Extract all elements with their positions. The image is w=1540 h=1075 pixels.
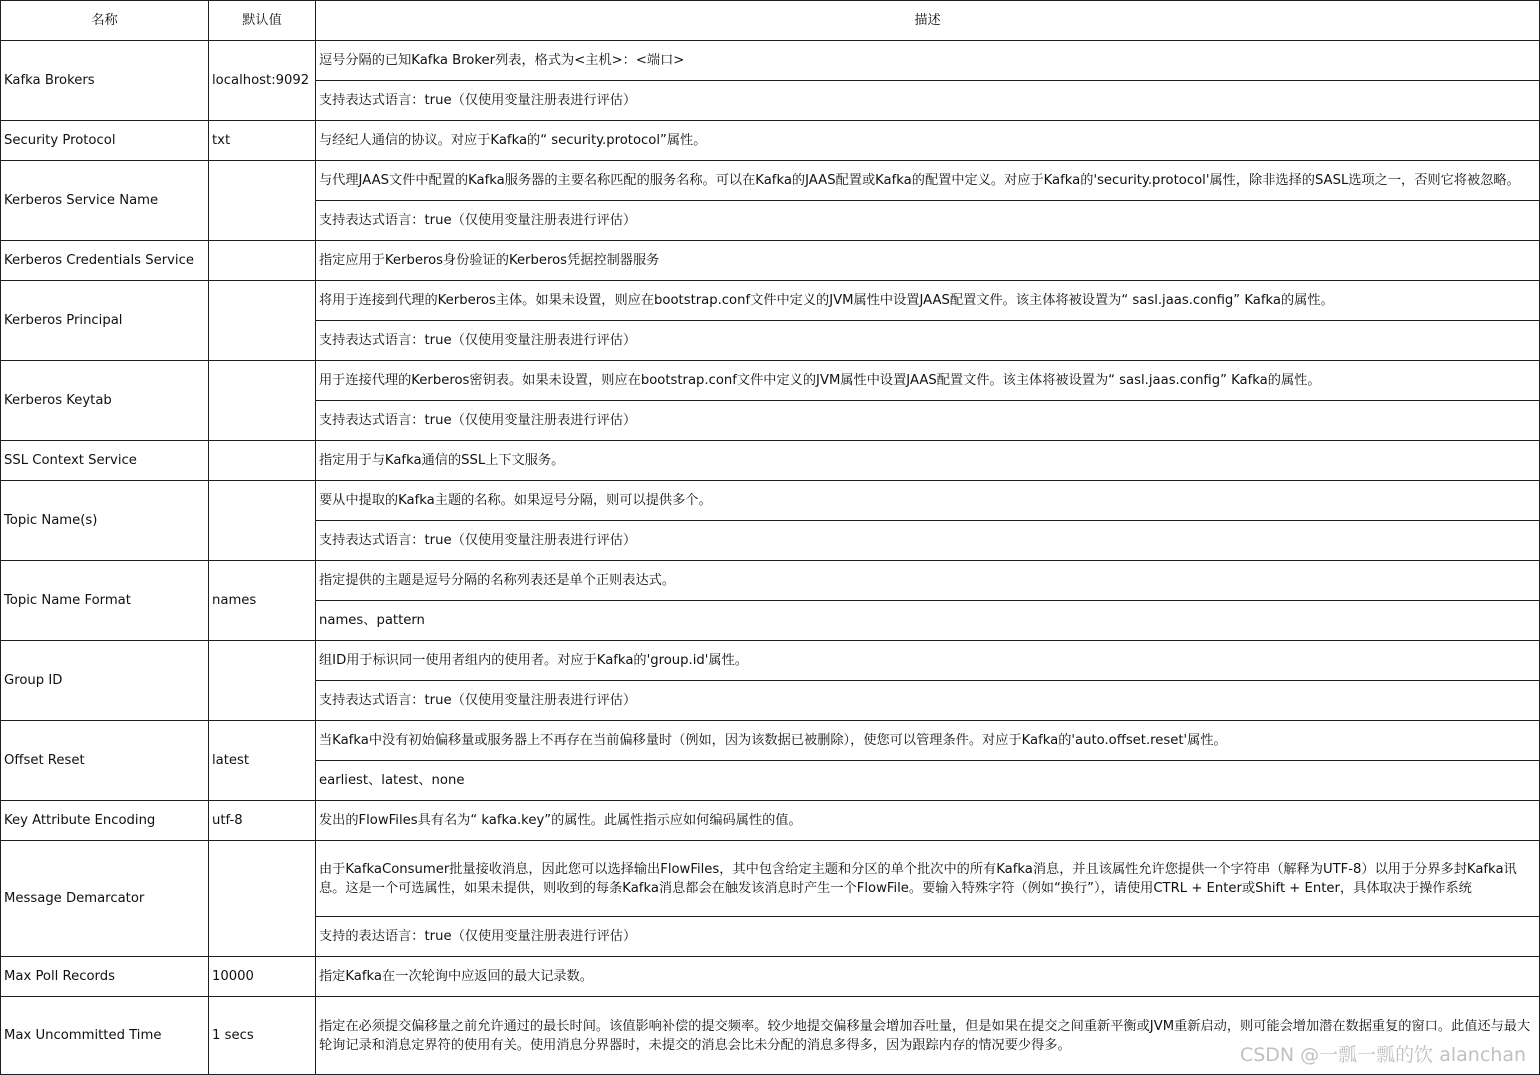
table-row — [1, 841, 1540, 917]
property-default — [209, 161, 316, 241]
table-row — [1, 441, 1540, 481]
property-description: 组ID用于标识同一使用者组内的使用者。对应于Kafka的'group.id'属性。 — [316, 641, 1540, 681]
property-default — [209, 441, 316, 481]
header-name: 名称 — [1, 1, 209, 41]
table-row — [1, 721, 1540, 761]
property-description: 发出的FlowFiles具有名为“ kafka.key”的属性。此属性指示应如何编码属性的值。 — [316, 801, 1540, 841]
property-name: Kerberos Service Name — [1, 161, 209, 241]
property-description: 与代理JAAS文件中配置的Kafka服务器的主要名称匹配的服务名称。可以在Kafka的JAAS配置或Kafka的配置中定义。对应于Kafka的'security.protocol'属性，除非选择的SASL选项之一，否则它将被忽略。 — [316, 161, 1540, 201]
property-default: localhost:9092 — [209, 41, 316, 121]
property-name: Key Attribute Encoding — [1, 801, 209, 841]
watermark: CSDN @一瓢一瓢的饮 alanchan — [1239, 1044, 1526, 1066]
property-default: utf-8 — [209, 801, 316, 841]
property-name: Kafka Brokers — [1, 41, 209, 121]
property-default: latest — [209, 721, 316, 801]
property-description: 支持的表达语言：true（仅使用变量注册表进行评估） — [316, 917, 1540, 957]
property-default: txt — [209, 121, 316, 161]
property-description: 指定应用于Kerberos身份验证的Kerberos凭据控制器服务 — [316, 241, 1540, 281]
property-default: names — [209, 561, 316, 641]
property-description: 将用于连接到代理的Kerberos主体。如果未设置，则应在bootstrap.conf文件中定义的JVM属性中设置JAAS配置文件。该主体将被设置为“ sasl.jaas.config” Kafka的属性。 — [316, 281, 1540, 321]
header-row — [1, 1, 1540, 41]
property-description: 支持表达式语言：true（仅使用变量注册表进行评估） — [316, 681, 1540, 721]
property-description: 支持表达式语言：true（仅使用变量注册表进行评估） — [316, 521, 1540, 561]
table-body — [1, 41, 1540, 1075]
property-description: 要从中提取的Kafka主题的名称。如果逗号分隔，则可以提供多个。 — [316, 481, 1540, 521]
table-row — [1, 281, 1540, 321]
property-name: Kerberos Principal — [1, 281, 209, 361]
property-description: 当Kafka中没有初始偏移量或服务器上不再存在当前偏移量时（例如，因为该数据已被删除），使您可以管理条件。对应于Kafka的'auto.offset.reset'属性。 — [316, 721, 1540, 761]
property-name: Message Demarcator — [1, 841, 209, 957]
property-default — [209, 481, 316, 561]
property-name: Offset Reset — [1, 721, 209, 801]
property-description: 支持表达式语言：true（仅使用变量注册表进行评估） — [316, 321, 1540, 361]
header-default: 默认值 — [209, 1, 316, 41]
property-default — [209, 241, 316, 281]
property-name: Kerberos Credentials Service — [1, 241, 209, 281]
property-default — [209, 641, 316, 721]
property-name: Kerberos Keytab — [1, 361, 209, 441]
property-name: Topic Name(s) — [1, 481, 209, 561]
property-name: Max Uncommitted Time — [1, 997, 209, 1075]
table-row — [1, 241, 1540, 281]
property-description: earliest、latest、none — [316, 761, 1540, 801]
table-row — [1, 361, 1540, 401]
property-description: 逗号分隔的已知Kafka Broker列表，格式为<主机>：<端口> — [316, 41, 1540, 81]
table-row — [1, 957, 1540, 997]
table-row — [1, 121, 1540, 161]
property-default: 10000 — [209, 957, 316, 997]
property-description: 与经纪人通信的协议。对应于Kafka的“ security.protocol”属性。 — [316, 121, 1540, 161]
property-default — [209, 361, 316, 441]
table-row — [1, 161, 1540, 201]
property-description: 由于KafkaConsumer批量接收消息，因此您可以选择输出FlowFiles，其中包含给定主题和分区的单个批次中的所有Kafka消息，并且该属性允许您提供一个字符串（解释为UTF-8）以用于分界多封Kafka讯息。这是一个可选属性，如果未提供，则收到的每条Kafka消息都会在触发该消息时产生一个FlowFile。要输入特殊字符（例如“换行”），请使用CTRL + Enter或Shift + Enter，具体取决于操作系统 — [316, 841, 1540, 917]
property-name: Max Poll Records — [1, 957, 209, 997]
property-description: 支持表达式语言：true（仅使用变量注册表进行评估） — [316, 81, 1540, 121]
property-name: Group ID — [1, 641, 209, 721]
property-description: names、pattern — [316, 601, 1540, 641]
table-row — [1, 641, 1540, 681]
property-description: 指定在必须提交偏移量之前允许通过的最长时间。该值影响补偿的提交频率。较少地提交偏移量会增加吞吐量，但是如果在提交之间重新平衡或JVM重新启动，则可能会增加潜在数据重复的窗口。此值还与最大轮询记录和消息定界符的使用有关。使用消息分界器时，未提交的消息会比未分配的消息多得多，因为跟踪内存的情况要少得多。 — [316, 997, 1540, 1075]
property-name: Security Protocol — [1, 121, 209, 161]
table-row — [1, 561, 1540, 601]
property-default — [209, 841, 316, 957]
property-description: 用于连接代理的Kerberos密钥表。如果未设置，则应在bootstrap.conf文件中定义的JVM属性中设置JAAS配置文件。该主体将被设置为“ sasl.jaas.config” Kafka的属性。 — [316, 361, 1540, 401]
property-description: 支持表达式语言：true（仅使用变量注册表进行评估） — [316, 401, 1540, 441]
property-name: SSL Context Service — [1, 441, 209, 481]
header-description: 描述 — [316, 1, 1540, 41]
property-name: Topic Name Format — [1, 561, 209, 641]
property-default — [209, 281, 316, 361]
table-row — [1, 481, 1540, 521]
property-description: 指定提供的主题是逗号分隔的名称列表还是单个正则表达式。 — [316, 561, 1540, 601]
property-default: 1 secs — [209, 997, 316, 1075]
table-row — [1, 801, 1540, 841]
table-row — [1, 41, 1540, 81]
property-description: 指定用于与Kafka通信的SSL上下文服务。 — [316, 441, 1540, 481]
property-description: 指定Kafka在一次轮询中应返回的最大记录数。 — [316, 957, 1540, 997]
property-description: 支持表达式语言：true（仅使用变量注册表进行评估） — [316, 201, 1540, 241]
